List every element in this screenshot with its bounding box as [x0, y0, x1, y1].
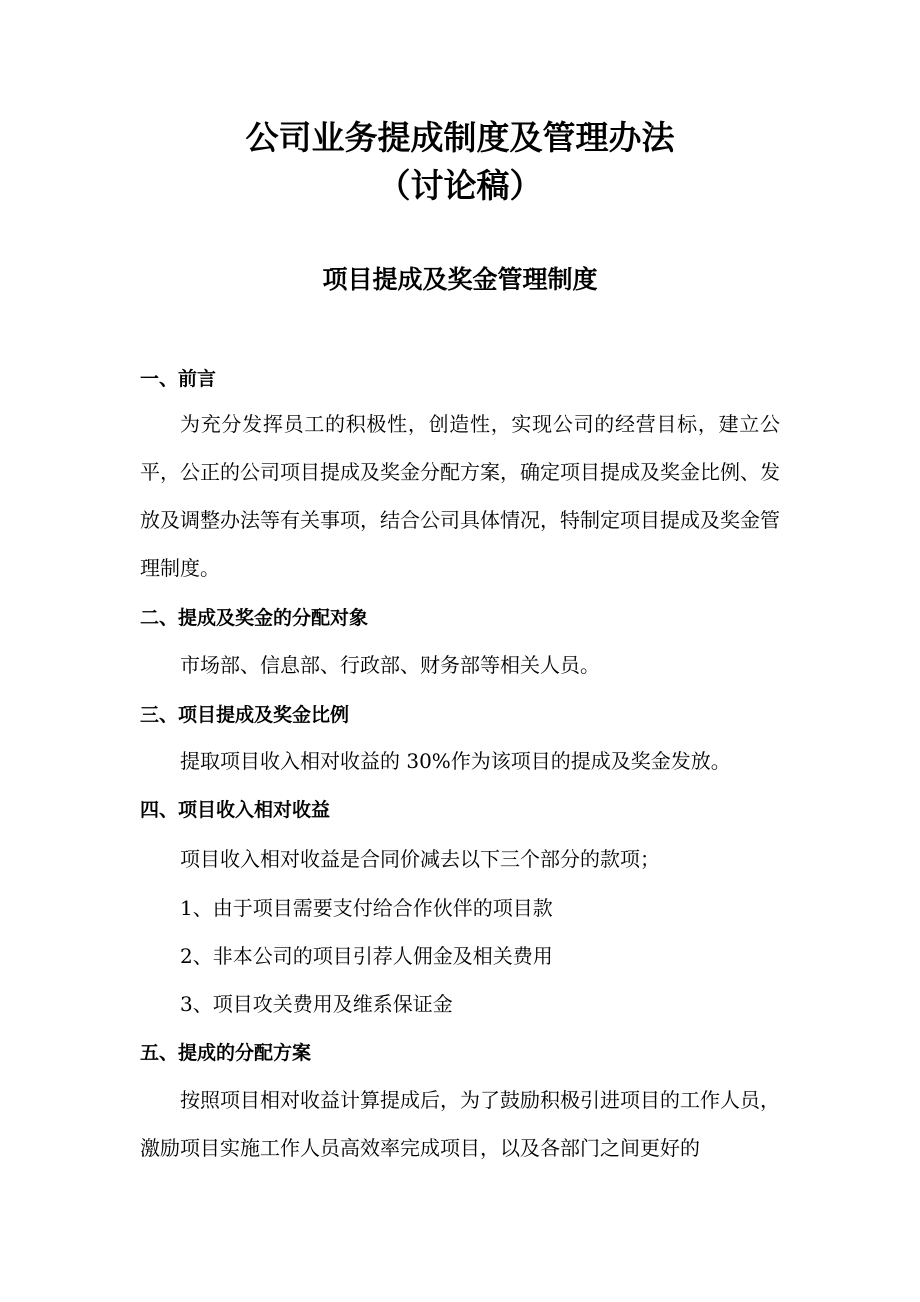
section-heading-1: 一、前言 [140, 368, 217, 390]
section-heading-5: 五、提成的分配方案 [140, 1042, 312, 1064]
document-title-note: （讨论稿） [377, 166, 543, 205]
section-heading-3: 三、项目提成及奖金比例 [140, 704, 350, 726]
section-paragraph-4: 项目收入相对收益是合同价减去以下三个部分的款项； [180, 847, 660, 871]
list-item-1: 1、由于项目需要支付给合作伙伴的项目款 [180, 896, 553, 920]
list-item-2: 2、非本公司的项目引荐人佣金及相关费用 [180, 944, 553, 968]
document-subtitle: 项目提成及奖金管理制度 [322, 265, 598, 294]
section-paragraph-1: 为充分发挥员工的积极性，创造性，实现公司的经营目标，建立公平，公正的公司项目提成及奖金分配方案，确定项目提成及奖金比例、发放及调整办法等有关事项，结合公司具体情况，特制定项目提成及奖金管理制度。 [140, 412, 780, 580]
list-item-3: 3、项目攻关费用及维系保证金 [180, 992, 453, 1016]
document-title: 公司业务提成制度及管理办法 [245, 118, 675, 157]
section-paragraph-3: 提取项目收入相对收益的 30%作为该项目的提成及奖金发放。 [180, 749, 731, 773]
section-heading-2: 二、提成及奖金的分配对象 [140, 607, 369, 629]
section-heading-4: 四、项目收入相对收益 [140, 799, 331, 821]
section-paragraph-5: 按照项目相对收益计算提成后，为了鼓励积极引进项目的工作人员，激励项目实施工作人员高效率完成项目，以及各部门之间更好的 [140, 1088, 780, 1160]
section-paragraph-2: 市场部、信息部、行政部、财务部等相关人员。 [180, 653, 600, 677]
